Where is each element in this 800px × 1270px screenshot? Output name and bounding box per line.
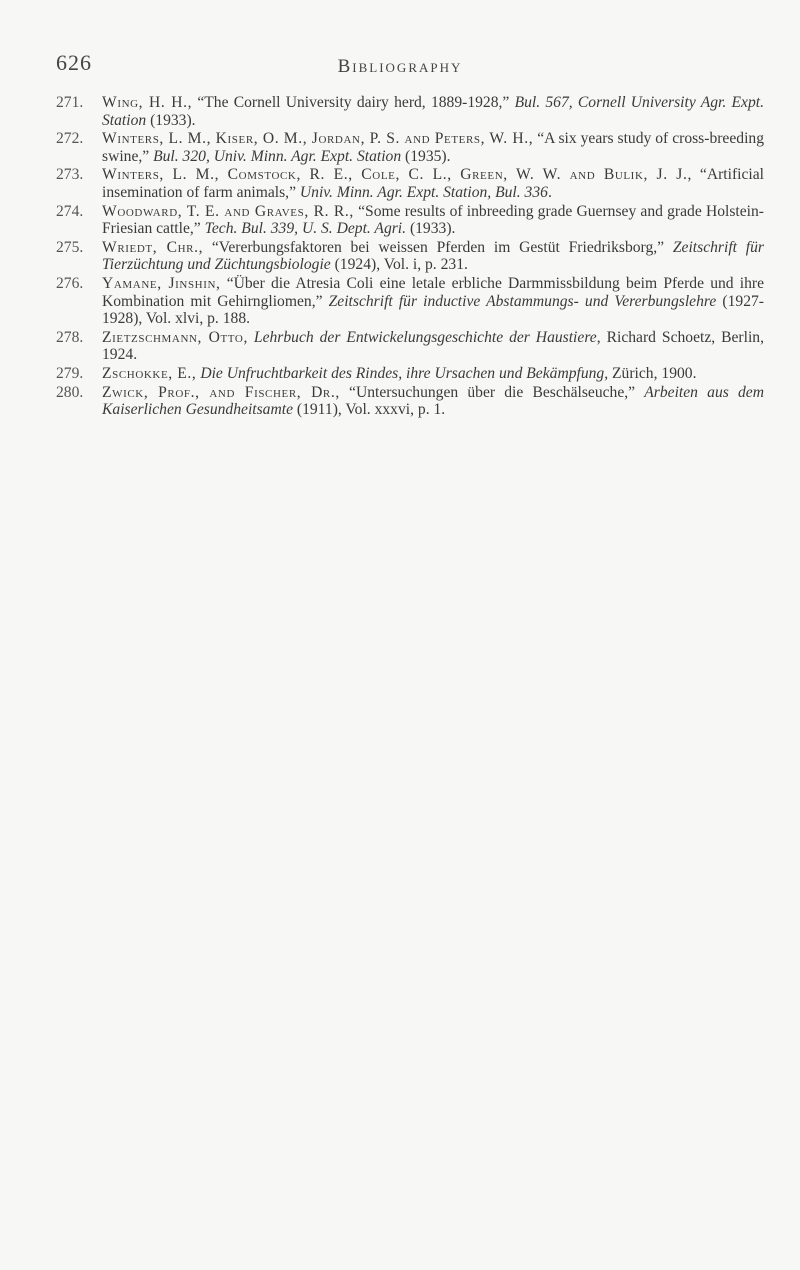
- entry-authors: Wing, H. H.,: [102, 94, 193, 111]
- entry-authors: Wriedt, Chr.,: [102, 238, 204, 256]
- entry-title: “Some results of inbreeding grade Guernsey and grade Holstein-Friesian cattle,”: [102, 202, 764, 238]
- entry-number: 272.: [56, 130, 84, 148]
- entry-source: Univ. Minn. Agr. Expt. Station, Bul. 336: [299, 183, 548, 201]
- entry-number: 280.: [56, 383, 84, 401]
- bibliography-entry: [56, 94, 764, 129]
- entry-title: “Über die Atresia Coli eine letale erbliche Darmmissbildung beim Pferde und ihre Kombination mit Gehirngliomen,”: [102, 274, 765, 310]
- entry-authors: Zietzschmann, Otto,: [102, 328, 248, 346]
- entry-number: 273.: [56, 166, 84, 184]
- entry-title: “The Cornell University dairy herd, 1889-1928,”: [192, 94, 515, 111]
- entry-source: Zeitschrift für Tierzüchtung und Züchtungsbiologie: [102, 238, 764, 274]
- entry-source: Lehrbuch der Entwickelungsgeschichte der Haustiere: [253, 328, 597, 346]
- bibliography-entry: [56, 203, 764, 238]
- entry-title: “Artificial insemination of farm animals,”: [102, 166, 764, 201]
- entry-number: 276.: [56, 274, 84, 292]
- entry-number: 274.: [56, 202, 84, 220]
- bibliography-entry: [56, 239, 764, 274]
- running-head: Bibliography: [337, 56, 463, 77]
- entry-source: Tech. Bul. 339, U. S. Dept. Agri.: [204, 220, 407, 238]
- entry-title: “Vererbungsfaktoren bei weissen Pferden im Gestüt Friedriksborg,”: [203, 238, 673, 256]
- entry-details: (1911), Vol. xxxvi, p. 1.: [293, 401, 446, 419]
- entry-details: (1933).: [146, 111, 196, 129]
- entry-details: .: [547, 183, 552, 201]
- entry-authors: Zschokke, E.,: [102, 364, 197, 382]
- entry-source: Arbeiten aus dem Kaiserlichen Gesundheitsamte: [102, 383, 764, 419]
- entry-authors: Yamane, Jinshin,: [102, 274, 221, 292]
- entry-source: Bul. 567, Cornell University Agr. Expt. Station: [102, 94, 764, 129]
- bibliography-entry: [56, 384, 764, 419]
- entry-details: , Zürich, 1900.: [604, 364, 697, 382]
- bibliography-entry: [56, 166, 764, 201]
- bibliography-entry: [56, 275, 764, 328]
- entry-source: Die Unfruchtbarkeit des Rindes, ihre Ursachen und Bekämpfung: [200, 364, 605, 382]
- bibliography-entry: [56, 130, 764, 165]
- bibliography-entry: [56, 329, 764, 364]
- entry-authors: Winters, L. M., Kiser, O. M., Jordan, P. S. and Peters, W. H.,: [102, 130, 534, 148]
- entry-authors: Zwick, Prof., and Fischer, Dr.,: [102, 383, 340, 401]
- bibliography-list: [56, 94, 764, 420]
- entry-source: Zeitschrift für inductive Abstammungs- und Vererbungslehre: [328, 292, 717, 310]
- entry-authors: Woodward, T. E. and Graves, R. R.,: [102, 202, 354, 220]
- entry-title: “A six years study of cross-breeding swine,”: [102, 130, 764, 165]
- entry-number: 275.: [56, 238, 84, 256]
- bibliography-entry: [56, 365, 764, 383]
- entry-number: 271.: [56, 94, 84, 111]
- entry-authors: Winters, L. M., Comstock, R. E., Cole, C. L., Green, W. W. and Bulik, J. J.,: [102, 166, 692, 184]
- entry-details: (1935).: [401, 147, 451, 165]
- entry-details: , Richard Schoetz, Berlin, 1924.: [102, 328, 764, 364]
- entry-details: (1927-1928), Vol. xlvi, p. 188.: [102, 292, 764, 328]
- page-number: 626: [56, 50, 92, 75]
- entry-number: 278.: [56, 328, 84, 346]
- entry-title: “Untersuchungen über die Beschälseuche,”: [339, 383, 645, 401]
- entry-details: (1924), Vol. i, p. 231.: [330, 256, 468, 274]
- entry-source: Bul. 320, Univ. Minn. Agr. Expt. Station: [153, 147, 402, 165]
- entry-number: 279.: [56, 364, 84, 382]
- entry-details: (1933).: [406, 220, 456, 238]
